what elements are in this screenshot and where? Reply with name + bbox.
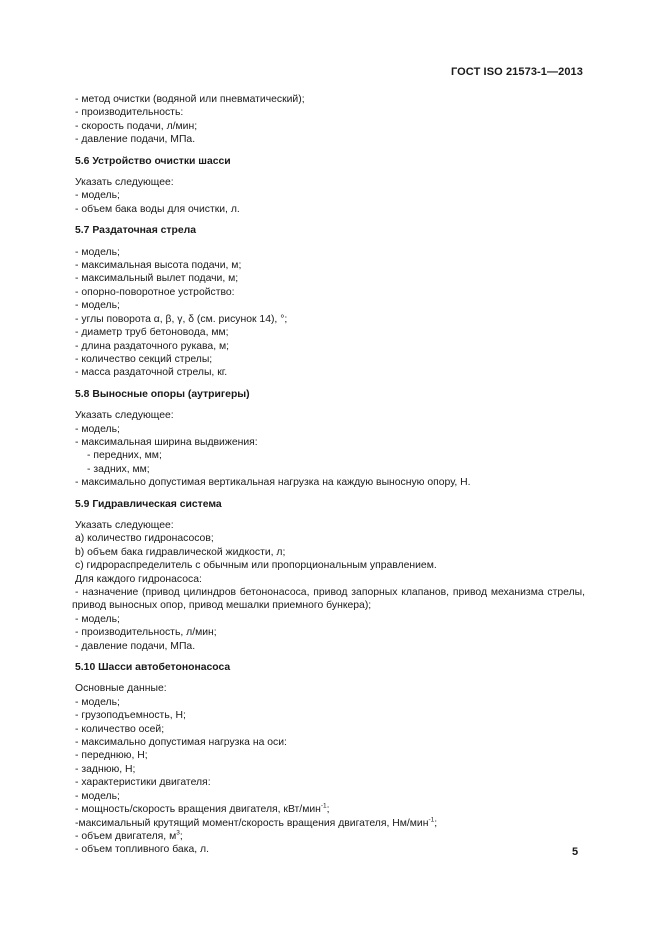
section-heading-5-6: 5.6 Устройство очистки шасси [75, 155, 231, 167]
list-item-tail: ; [434, 817, 438, 829]
list-item: - масса раздаточной стрелы, кг. [75, 367, 228, 379]
list-item: - заднюю, Н; [75, 763, 136, 775]
list-item: - модель; [75, 246, 120, 258]
list-item: - грузоподъемность, Н; [75, 710, 186, 722]
list-item: - производительность: [75, 107, 184, 119]
list-item-engine-volume [75, 830, 585, 843]
list-item: - модель; [75, 790, 120, 802]
list-item: Указать следующее: [75, 519, 174, 531]
list-item: - модель; [75, 613, 120, 625]
page-number: 5 [572, 846, 579, 858]
list-item: - количество секций стрелы; [75, 353, 213, 365]
list-item: - максимально допустимая нагрузка на оси: [75, 737, 287, 749]
list-item: - максимальная ширина выдвижения: [75, 436, 258, 448]
list-item: - максимальный вылет подачи, м; [75, 273, 239, 285]
list-item: - задних, мм; [87, 463, 150, 475]
list-item: c) гидрораспределитель с обычным или пропорциональным управлением. [75, 560, 437, 572]
list-item: - давление подачи, МПа. [75, 134, 196, 146]
list-item: - характеристики двигателя: [75, 777, 211, 789]
list-item-tail: ; [326, 804, 330, 816]
list-item: Для каждого гидронасоса: [75, 573, 202, 585]
document-body [72, 93, 585, 857]
list-item: - углы поворота α, β, γ, δ (см. рисунок 14), °; [75, 313, 288, 325]
list-item: - модель; [75, 423, 120, 435]
list-item-text: - мощность/скорость вращения двигателя, кВт/мин [75, 804, 321, 816]
section-heading-5-7: 5.7 Раздаточная стрела [75, 225, 197, 237]
list-item: Указать следующее: [75, 177, 174, 189]
list-item: - модель; [75, 190, 120, 202]
list-item: - передних, мм; [87, 450, 162, 462]
list-item: - объем топливного бака, л. [75, 844, 209, 856]
list-item: - переднюю, Н; [75, 750, 148, 762]
superscript: -1 [428, 816, 435, 824]
list-item: - производительность, л/мин; [75, 627, 217, 639]
list-item: - давление подачи, МПа. [75, 640, 196, 652]
list-item: Основные данные: [75, 683, 167, 695]
list-item: - скорость подачи, л/мин; [75, 120, 198, 132]
list-item: - максимально допустимая вертикальная нагрузка на каждую выносную опору, Н. [75, 477, 471, 489]
list-item: - модель; [75, 696, 120, 708]
list-item: a) количество гидронасосов; [75, 533, 214, 545]
list-item: b) объем бака гидравлической жидкости, л; [75, 546, 286, 558]
list-item-text: -максимальный крутящий момент/скорость вращения двигателя, Нм/мин [75, 817, 429, 829]
list-item: - количество осей; [75, 723, 165, 735]
superscript: 3 [176, 829, 180, 837]
superscript: -1 [320, 802, 327, 810]
section-heading-5-9: 5.9 Гидравлическая система [75, 498, 222, 510]
section-heading-5-10: 5.10 Шасси автобетононасоса [75, 662, 231, 674]
list-item: - диаметр труб бетоновода, мм; [75, 327, 229, 339]
list-item: - объем бака воды для очистки, л. [75, 203, 240, 215]
list-item: - длина раздаточного рукава, м; [75, 340, 230, 352]
list-item: - модель; [75, 300, 120, 312]
document-header-id: ГОСТ ISO 21573-1—2013 [450, 66, 583, 78]
list-item-engine-torque [75, 817, 585, 830]
list-item-wrapped: - назначение (привод цилиндров бетононасоса, привод запорных клапанов, привод механизма стрелы, привод выносных опор, привод мешалки приемного бункера); [72, 587, 585, 612]
section-heading-5-8: 5.8 Выносные опоры (аутригеры) [75, 388, 250, 400]
list-item: - метод очистки (водяной или пневматический); [75, 94, 305, 105]
list-item-engine-power [75, 803, 585, 816]
list-item: - опорно-поворотное устройство: [75, 286, 235, 298]
list-item-tail: ; [179, 830, 183, 842]
list-item: - максимальная высота подачи, м; [75, 260, 242, 272]
list-item: Указать следующее: [75, 410, 174, 422]
list-item-text: - объем двигателя, м [75, 830, 177, 842]
